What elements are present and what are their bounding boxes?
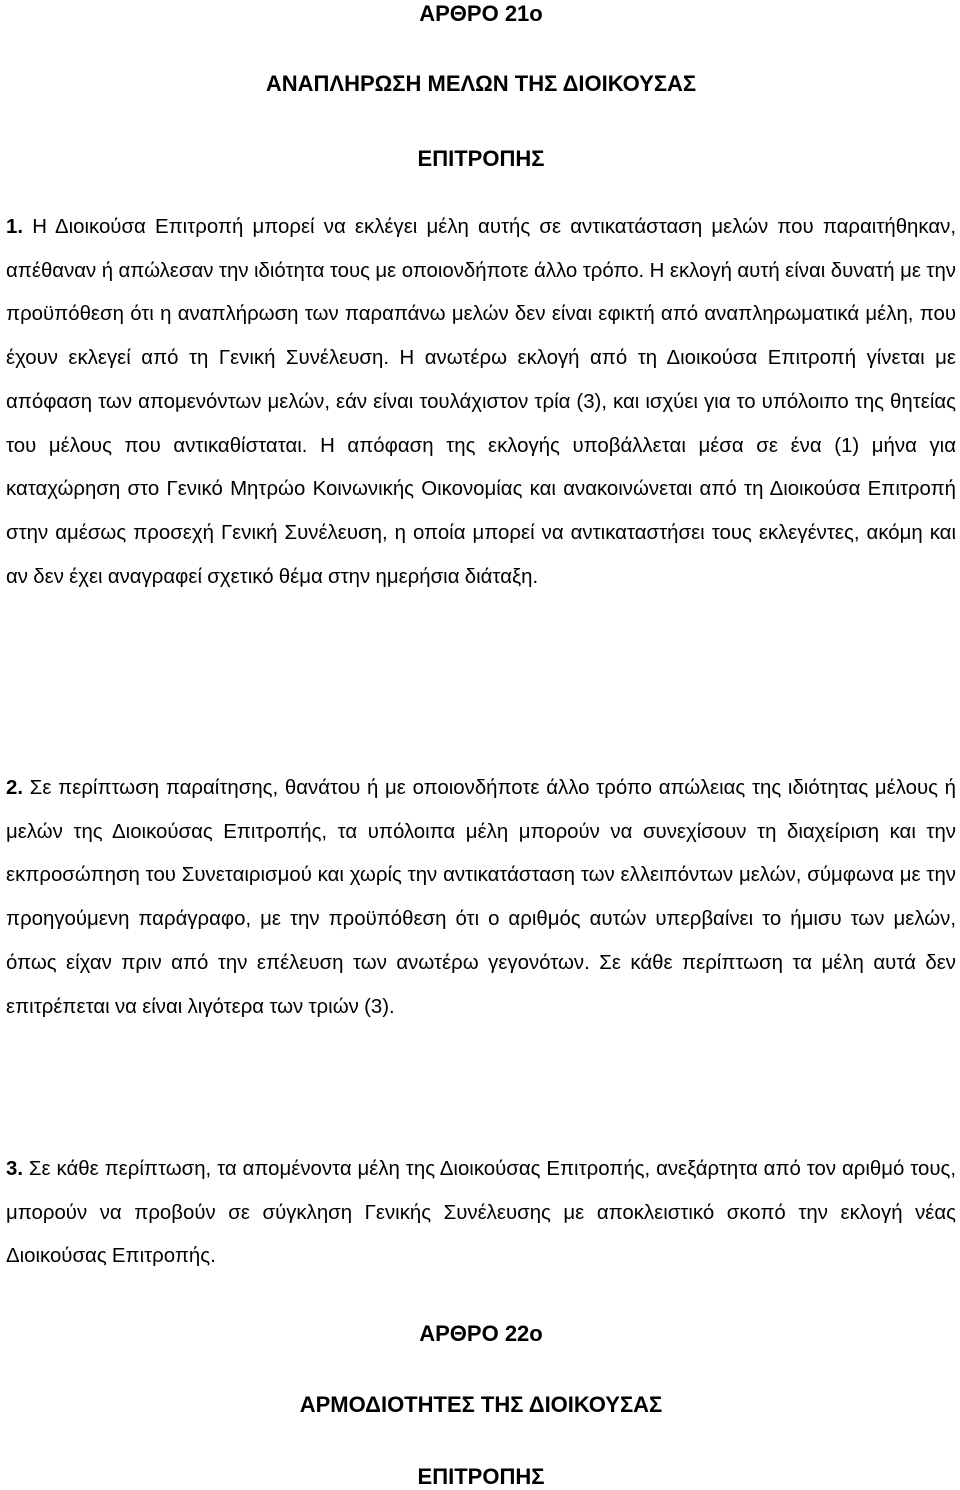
paragraph-3-text: Σε κάθε περίπτωση, τα απομένοντα μέλη της Διοικούσας Επιτροπής, ανεξάρτητα από τον αριθμό τους, μπορούν να προβούν σε σύγκληση Γενικής Συνέλευσης με αποκλειστικό σκοπό την εκλογή νέας Διοικούσας Επιτροπής.	[6, 1158, 956, 1268]
article-22-number: ΑΡΘΡΟ 22ο	[419, 1321, 543, 1346]
paragraph-1	[6, 206, 956, 599]
paragraph-1-text: Η Διοικούσα Επιτροπή μπορεί να εκλέγει μέλη αυτής σε αντικατάσταση μελών που παραιτήθηκαν, απέθαναν ή απώλεσαν την ιδιότητα τους με οποιονδήποτε άλλο τρόπο. Η εκλογή αυτή είναι δυνατή με την προϋπόθεση ότι η αναπλήρωση των παραπάνω μελών δεν είναι εφικτή από αναπληρωματικά μέλη, που έχουν εκλεγεί από τη Γενική Συνέλευση. Η ανωτέρω εκλογή από τη Διοικούσα Επιτροπή γίνεται με απόφαση των απομενόντων μελών, εάν είναι τουλάχιστον τρία (3), και ισχύει για το υπόλοιπο της θητείας του μέλους που αντικαθίσταται. Η απόφαση της εκλογής υποβάλλεται μέσα σε ένα (1) μήνα για καταχώρηση στο Γενικό Μητρώο Κοινωνικής Οικονομίας και ανακοινώνεται από τη Διοικούσα Επιτροπή στην αμέσως προσεχή Γενική Συνέλευση, η οποία μπορεί να αντικαταστήσει τους εκλεγέντες, ακόμη και αν δεν έχει αναγραφεί σχετικό θέμα στην ημερήσια διάταξη.	[6, 216, 956, 588]
article-22-title-line1: ΑΡΜΟΔΙΟΤΗΤΕΣ ΤΗΣ ΔΙΟΙΚΟΥΣΑΣ	[299, 1392, 663, 1417]
article-21-number: ΑΡΘΡΟ 21ο	[419, 1, 543, 26]
article-21-title-line1: ΑΝΑΠΛΗΡΩΣΗ ΜΕΛΩΝ ΤΗΣ ΔΙΟΙΚΟΥΣΑΣ	[265, 71, 697, 96]
paragraph-2-number: 2.	[6, 777, 24, 799]
paragraph-2-text: Σε περίπτωση παραίτησης, θανάτου ή με οποιονδήποτε άλλο τρόπο απώλειας της ιδιότητας μέλους ή μελών της Διοικούσας Επιτροπής, τα υπόλοιπα μέλη μπορούν να συνεχίσουν τη διαχείριση και την εκπροσώπηση του Συνεταιρισμού και χωρίς την αντικατάσταση των ελλειπόντων μελών, σύμφωνα με την προηγούμενη παράγραφο, με την προϋπόθεση ότι ο αριθμός αυτών υπερβαίνει το ήμισυ των μελών, όπως είχαν πριν από την επέλευση των ανωτέρω γεγονότων. Σε κάθε περίπτωση τα μέλη αυτά δεν επιτρέπεται να είναι λιγότερα των τριών (3).	[6, 777, 956, 1018]
paragraph-1-number: 1.	[6, 216, 24, 238]
article-22-title-line2: ΕΠΙΤΡΟΠΗΣ	[417, 1464, 545, 1489]
paragraph-2	[6, 767, 956, 1029]
article-21-title-line2: ΕΠΙΤΡΟΠΗΣ	[417, 146, 545, 171]
paragraph-3-number: 3.	[6, 1158, 24, 1180]
paragraph-3	[6, 1148, 956, 1279]
